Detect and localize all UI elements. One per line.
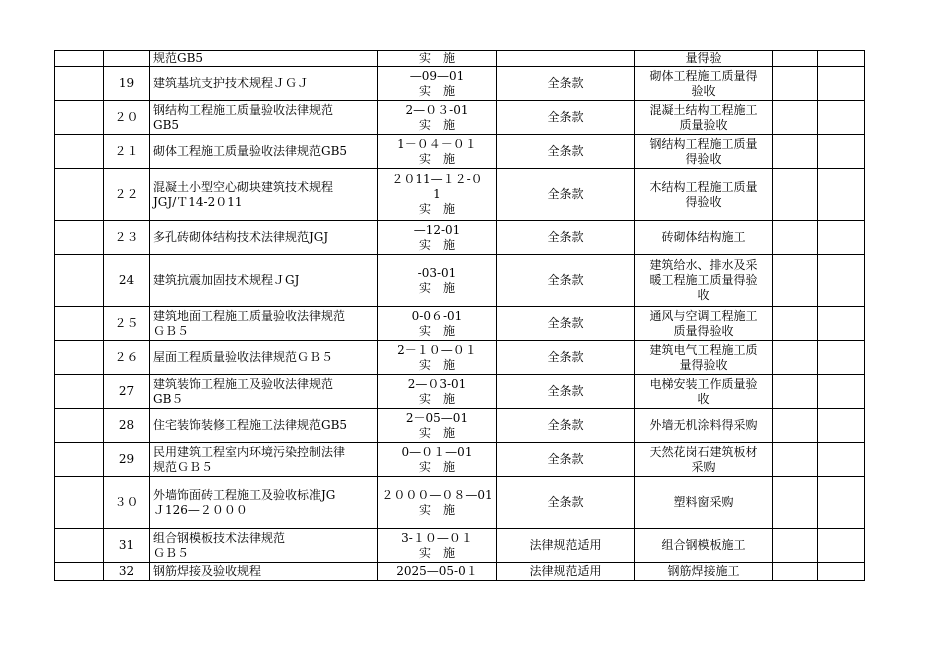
use-line: 外墙无机涂料得采购 <box>649 418 758 432</box>
use-line: 收 <box>697 288 710 302</box>
applicable-scope: 全条款 <box>497 67 635 101</box>
standard-name <box>150 443 378 477</box>
standard-name <box>150 341 378 375</box>
row-number: ２２ <box>104 169 150 221</box>
name-line: 规范GB5 <box>153 51 204 65</box>
standard-name <box>150 375 378 409</box>
applicable-scope: 全条款 <box>497 135 635 169</box>
row-number: ２１ <box>104 135 150 169</box>
date-line: 0—０１—01 <box>401 444 473 459</box>
blank-cell <box>55 477 104 529</box>
applicable-scope: 全条款 <box>497 255 635 307</box>
row-number: ２５ <box>104 307 150 341</box>
date-line: 实 施 <box>418 545 455 560</box>
use-line: 天然花岗石建筑板材 <box>649 444 758 459</box>
use-line: 质量得验收 <box>673 323 734 338</box>
applicable-scope: 法律规范适用 <box>497 563 635 581</box>
row-number: ２０ <box>104 101 150 135</box>
application-item <box>635 51 773 67</box>
application-item <box>635 477 773 529</box>
applicable-scope: 全条款 <box>497 221 635 255</box>
table-row <box>55 169 865 221</box>
standard-name <box>150 101 378 135</box>
effective-date <box>378 563 497 581</box>
use-line: 塑料窗采购 <box>673 495 734 509</box>
applicable-scope: 全条款 <box>497 341 635 375</box>
table-row <box>55 563 865 581</box>
blank-cell <box>55 443 104 477</box>
table-row <box>55 477 865 529</box>
table-row <box>55 409 865 443</box>
blank-cell <box>773 563 818 581</box>
effective-date <box>378 51 497 67</box>
blank-cell <box>773 67 818 101</box>
blank-cell <box>773 409 818 443</box>
blank-cell <box>55 375 104 409</box>
use-line: 建筑电气工程施工质 <box>649 342 758 357</box>
effective-date <box>378 307 497 341</box>
blank-cell <box>773 443 818 477</box>
use-line: 建筑给水、排水及采 <box>649 258 758 272</box>
name-line: Ｊ126—２０００ <box>153 502 248 517</box>
row-number: ２３ <box>104 221 150 255</box>
application-item <box>635 101 773 135</box>
row-number: 19 <box>104 67 150 101</box>
table-row <box>55 67 865 101</box>
blank-cell <box>818 135 865 169</box>
use-line: 砖砌体结构施工 <box>661 230 746 244</box>
effective-date <box>378 529 497 563</box>
use-line: 采购 <box>691 459 716 474</box>
blank-cell <box>818 341 865 375</box>
date-line: 3-１０—０１ <box>401 530 473 545</box>
standard-name <box>150 529 378 563</box>
blank-cell <box>55 307 104 341</box>
applicable-scope: 法律规范适用 <box>497 529 635 563</box>
standard-name <box>150 135 378 169</box>
blank-cell <box>818 409 865 443</box>
row-number: 24 <box>104 255 150 307</box>
blank-cell <box>773 375 818 409</box>
name-line: GB5 <box>153 117 180 132</box>
name-line: 住宅装饰装修工程施工法律规范GB5 <box>153 418 348 432</box>
use-line: 验收 <box>691 83 716 98</box>
date-line: 实 施 <box>418 151 455 166</box>
effective-date <box>378 67 497 101</box>
use-line: 通风与空调工程施工 <box>649 308 758 323</box>
date-line: 实 施 <box>418 357 455 372</box>
blank-cell <box>818 67 865 101</box>
applicable-scope: 全条款 <box>497 101 635 135</box>
application-item <box>635 169 773 221</box>
blank-cell <box>773 101 818 135</box>
blank-cell <box>773 307 818 341</box>
date-line: 实 施 <box>418 425 455 440</box>
blank-cell <box>55 529 104 563</box>
effective-date <box>378 341 497 375</box>
effective-date <box>378 101 497 135</box>
blank-cell <box>818 221 865 255</box>
table-row <box>55 255 865 307</box>
name-line: 组合钢模板技术法律规范 <box>153 530 286 545</box>
date-line: 实 施 <box>418 280 455 295</box>
application-item <box>635 375 773 409</box>
date-line: 实 施 <box>418 459 455 474</box>
blank-cell <box>818 443 865 477</box>
row-number: ２６ <box>104 341 150 375</box>
row-number <box>104 51 150 67</box>
use-line: 木结构工程施工质量 <box>649 179 758 194</box>
date-line: 2－１０—０１ <box>397 342 477 357</box>
blank-cell <box>818 307 865 341</box>
application-item <box>635 221 773 255</box>
date-line: 2—０３-01 <box>405 102 469 117</box>
application-item <box>635 529 773 563</box>
application-item <box>635 307 773 341</box>
table-row <box>55 51 865 67</box>
standard-name <box>150 409 378 443</box>
use-line: 得验收 <box>685 151 722 166</box>
standard-name <box>150 169 378 221</box>
effective-date <box>378 443 497 477</box>
row-number: 32 <box>104 563 150 581</box>
effective-date <box>378 255 497 307</box>
blank-cell <box>773 51 818 67</box>
blank-cell <box>55 101 104 135</box>
applicable-scope: 全条款 <box>497 443 635 477</box>
row-number: 27 <box>104 375 150 409</box>
date-line: 1 <box>433 187 441 201</box>
applicable-scope: 全条款 <box>497 375 635 409</box>
name-line: GB５ <box>153 391 184 406</box>
effective-date <box>378 409 497 443</box>
application-item <box>635 563 773 581</box>
use-line: 质量验收 <box>679 117 728 132</box>
date-line: -03-01 <box>417 265 457 280</box>
use-line: 钢结构工程施工质量 <box>649 136 758 151</box>
use-line: 暖工程施工质量得验 <box>649 273 758 287</box>
table-row <box>55 443 865 477</box>
application-item <box>635 255 773 307</box>
date-line: 实 施 <box>418 323 455 338</box>
blank-cell <box>773 169 818 221</box>
date-line: ２０11—１２-０ <box>391 172 483 186</box>
use-line: 钢筋焊接施工 <box>667 564 740 578</box>
use-line: 电梯安装工作质量验 <box>649 376 758 391</box>
date-line: 实 施 <box>418 202 455 216</box>
name-line: 建筑地面工程施工质量验收法律规范 <box>153 308 346 323</box>
name-line: 钢结构工程施工质量验收法律规范 <box>153 102 334 117</box>
applicable-scope: 全条款 <box>497 477 635 529</box>
name-line: 规范ＧＢ５ <box>153 459 214 474</box>
name-line: 建筑抗震加固技术规程ＪGJ <box>153 273 300 287</box>
blank-cell <box>55 563 104 581</box>
name-line: ＧＢ５ <box>153 545 190 560</box>
name-line: 钢筋焊接及验收规程 <box>153 564 262 578</box>
standard-name <box>150 255 378 307</box>
date-line: 0-0６-01 <box>411 308 463 323</box>
standards-table <box>54 50 865 581</box>
blank-cell <box>818 563 865 581</box>
blank-cell <box>55 409 104 443</box>
use-line: 量得验收 <box>679 357 728 372</box>
date-line: 实 施 <box>418 237 455 252</box>
standard-name <box>150 51 378 67</box>
effective-date <box>378 221 497 255</box>
blank-cell <box>55 51 104 67</box>
blank-cell <box>773 221 818 255</box>
date-line: 2－05—01 <box>405 410 469 425</box>
blank-cell <box>55 169 104 221</box>
applicable-scope <box>497 51 635 67</box>
use-line: 量得验 <box>685 51 722 65</box>
standard-name <box>150 67 378 101</box>
blank-cell <box>818 169 865 221</box>
use-line: 混凝土结构工程施工 <box>649 102 758 117</box>
table-row <box>55 307 865 341</box>
blank-cell <box>773 341 818 375</box>
name-line: 多孔砖砌体结构技术法律规范JGJ <box>153 230 329 244</box>
row-number: ３０ <box>104 477 150 529</box>
name-line: ＧＢ５ <box>153 323 190 338</box>
effective-date <box>378 135 497 169</box>
table-row <box>55 135 865 169</box>
use-line: 组合钢模板施工 <box>661 538 746 552</box>
table-row <box>55 101 865 135</box>
name-line: 屋面工程质量验收法律规范ＧＢ５ <box>153 350 334 364</box>
row-number: 28 <box>104 409 150 443</box>
blank-cell <box>55 221 104 255</box>
blank-cell <box>818 255 865 307</box>
standard-name <box>150 477 378 529</box>
date-line: 实 施 <box>418 51 455 65</box>
applicable-scope: 全条款 <box>497 307 635 341</box>
blank-cell <box>818 51 865 67</box>
blank-cell <box>773 255 818 307</box>
date-line: —12-01 <box>413 222 461 237</box>
name-line: 混凝土小型空心砌块建筑技术规程 <box>153 179 334 194</box>
use-line: 砌体工程施工质量得 <box>649 68 758 83</box>
row-number: 31 <box>104 529 150 563</box>
blank-cell <box>55 135 104 169</box>
table-row <box>55 221 865 255</box>
name-line: 建筑装饰工程施工及验收法律规范 <box>153 376 334 391</box>
date-line: —09—01 <box>409 68 465 83</box>
effective-date <box>378 169 497 221</box>
blank-cell <box>55 255 104 307</box>
blank-cell <box>55 341 104 375</box>
applicable-scope: 全条款 <box>497 409 635 443</box>
name-line: 民用建筑工程室内环境污染控制法律 <box>153 444 346 459</box>
name-line: 外墙饰面砖工程施工及验收标准JG <box>153 487 336 502</box>
date-line: ２０００—０８—01 <box>381 487 493 502</box>
table-row <box>55 341 865 375</box>
blank-cell <box>773 529 818 563</box>
use-line: 得验收 <box>685 194 722 209</box>
application-item <box>635 135 773 169</box>
application-item <box>635 409 773 443</box>
name-line: 砌体工程施工质量验收法律规范GB5 <box>153 144 348 158</box>
row-number: 29 <box>104 443 150 477</box>
standard-name <box>150 563 378 581</box>
name-line: JGJ/Ｔ14-2０11 <box>153 194 243 209</box>
date-line: 实 施 <box>418 502 455 517</box>
table-row <box>55 375 865 409</box>
blank-cell <box>818 101 865 135</box>
blank-cell <box>55 67 104 101</box>
applicable-scope: 全条款 <box>497 169 635 221</box>
effective-date <box>378 477 497 529</box>
date-line: 实 施 <box>418 117 455 132</box>
table-row <box>55 529 865 563</box>
date-line: 实 施 <box>418 391 455 406</box>
date-line: 1－０４－０１ <box>397 136 477 151</box>
date-line: 实 施 <box>418 83 455 98</box>
date-line: 2025—05-0１ <box>396 564 478 578</box>
blank-cell <box>818 375 865 409</box>
blank-cell <box>773 135 818 169</box>
use-line: 收 <box>697 391 710 406</box>
name-line: 建筑基坑支护技术规程ＪＧＪ <box>153 76 310 90</box>
standard-name <box>150 221 378 255</box>
blank-cell <box>818 529 865 563</box>
blank-cell <box>818 477 865 529</box>
application-item <box>635 67 773 101</box>
standard-name <box>150 307 378 341</box>
blank-cell <box>773 477 818 529</box>
application-item <box>635 443 773 477</box>
effective-date <box>378 375 497 409</box>
date-line: 2—０3-01 <box>407 376 467 391</box>
application-item <box>635 341 773 375</box>
